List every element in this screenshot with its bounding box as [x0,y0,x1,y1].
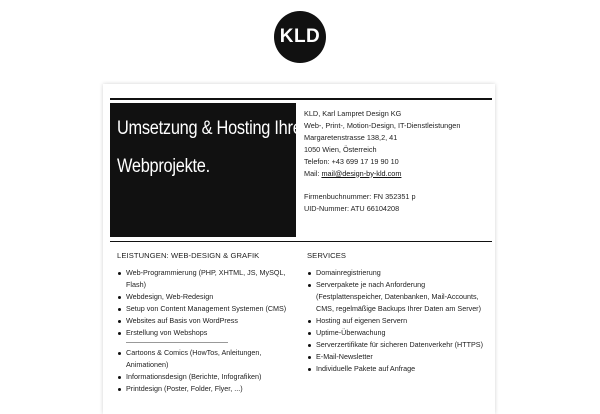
list-item: Serverzertifikate für sicheren Datenverkehr (HTTPS) [307,339,487,351]
list-item: Serverpakete je nach Anforderung (Festplattenspeicher, Datenbanken, Mail-Accounts, CMS, regelmäßige Backups Ihrer Daten am Server) [307,279,487,315]
mail-label: Mail: [304,168,322,178]
list-item: Printdesign (Poster, Folder, Flyer, ...) [117,383,297,395]
top-rule [110,98,492,100]
mail-link[interactable]: mail@design-by-kld.com [321,168,402,178]
list-divider [126,342,228,343]
list-item: Cartoons & Comics (HowTos, Anleitungen, Animationen) [117,347,297,371]
list-item: Hosting auf eigenen Servern [307,315,487,327]
services-title: SERVICES [307,251,347,260]
company-name: KLD, Karl Lampret Design KG [304,109,402,118]
hero-line-2: Webprojekte. [117,156,210,177]
company-info [304,108,494,215]
leistungen-column [117,251,297,395]
graphic-services-list [117,347,297,395]
services-list [307,267,487,375]
content-card [103,84,495,414]
list-item: E-Mail-Newsletter [307,351,487,363]
company-phone: Telefon: +43 699 17 19 90 10 [304,156,399,166]
spacer [304,179,494,191]
list-item: Individuelle Pakete auf Anfrage [307,363,487,375]
list-item: Web-Programmierung (PHP, XHTML, JS, MySQL, Flash) [117,267,297,291]
hero-line-1: Umsetzung & Hosting Ihrer [117,118,307,139]
list-item: Webdesign, Web-Redesign [117,291,297,303]
list-item: Setup von Content Management Systemen (CMS) [117,303,297,315]
company-uid: UID-Nummer: ATU 66104208 [304,204,400,214]
kld-logo[interactable]: KLD [274,11,326,63]
company-mail [304,168,494,180]
company-street: Margaretenstrasse 138,2, 41 [304,132,398,142]
web-services-list [117,267,297,339]
list-item: Domainregistrierung [307,267,487,279]
leistungen-title: LEISTUNGEN: WEB-DESIGN & GRAFIK [117,251,260,260]
company-register: Firmenbuchnummer: FN 352351 p [304,192,416,202]
company-city: 1050 Wien, Österreich [304,144,377,154]
company-services: Web-, Print-, Motion-Design, IT-Dienstleistungen [304,120,461,130]
services-column [307,251,487,375]
list-item: Erstellung von Webshops [117,327,297,339]
middle-rule [110,241,492,242]
list-item: Websites auf Basis von WordPress [117,315,297,327]
list-item: Informationsdesign (Berichte, Infografiken) [117,371,297,383]
list-item: Uptime-Überwachung [307,327,487,339]
hero-banner [110,103,307,237]
